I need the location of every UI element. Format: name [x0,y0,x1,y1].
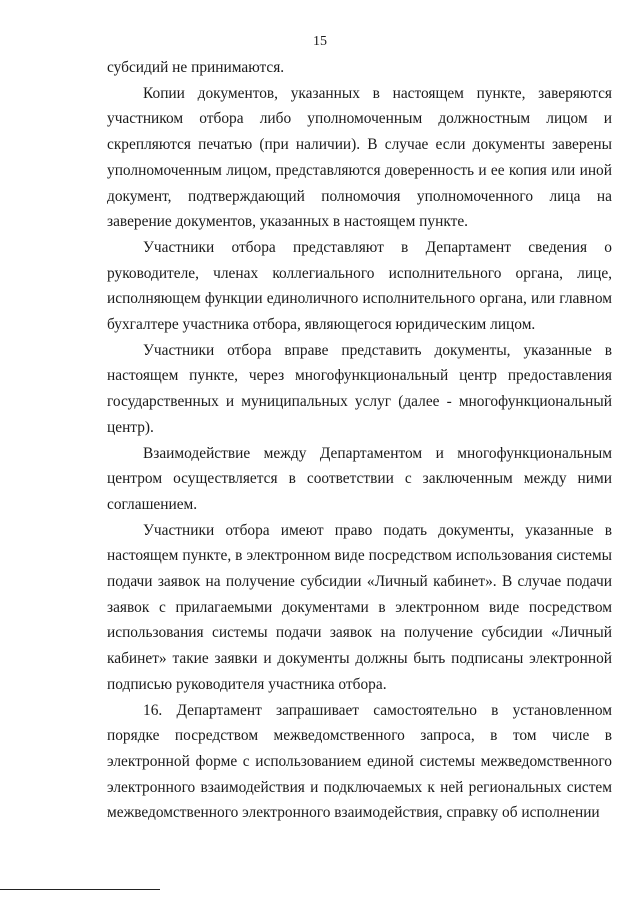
paragraph-item-16: 16. Департамент запрашивает самостоятельно в установленном порядке посредством межведомственного запроса, в том числе в электронной форме с использованием единой системы межведомственного электронного взаимодействия и подключаемых к ней региональных систем межведомственного электронного взаимодействия, справку об исполнении [107,701,612,822]
paragraph-mfc-agreement: Взаимодействие между Департаментом и многофункциональным центром осуществляется в соответствии с заключенным между ними соглашением. [107,444,612,513]
document-body [107,55,612,826]
paragraph-mfc-submission: Участники отбора вправе представить документы, указанные в настоящем пункте, через многофункциональный центр предоставления государственных и муниципальных услуг (далее - многофункциональный центр). [107,341,612,436]
paragraph-management-info: Участники отбора представляют в Департамент сведения о руководителе, членах коллегиального исполнительного органа, лице, исполняющем функции единоличного исполнительного органа, или главном бухгалтере участника отбора, являющегося юридическим лицом. [107,238,612,334]
footnote-divider [0,889,160,890]
paragraph-document-copies: Копии документов, указанных в настоящем пункте, заверяются участником отбора либо уполномоченным должностным лицом и скрепляются печатью (при наличии). В случае если документы заверены уполномоченным лицом, представляются доверенность и ее копия или иной документ, подтверждающий полномочия уполномоченного лица на заверение документов, указанных в настоящем пункте. [107,84,612,231]
paragraph-electronic-submission: Участники отбора имеют право подать документы, указанные в настоящем пункте, в электронном виде посредством использования системы подачи заявок на получение субсидии «Личный кабинет». В случае подачи заявок с прилагаемыми документами в электронном виде посредством использования системы подачи заявок на получение субсидии «Личный кабинет» такие заявки и документы должны быть подписаны электронной подписью руководителя участника отбора. [107,521,612,693]
paragraph-continuation: субсидий не принимаются. [107,59,285,76]
page-number: 15 [313,34,327,49]
